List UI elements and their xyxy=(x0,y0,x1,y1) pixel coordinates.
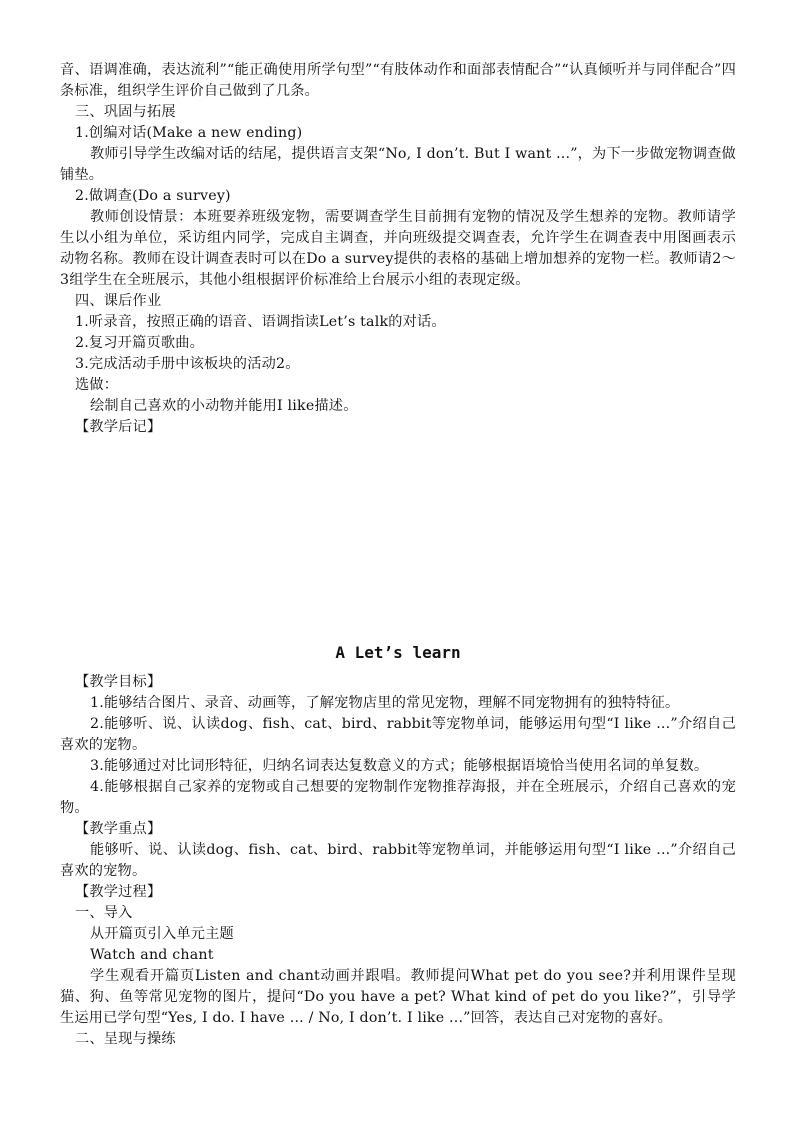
blank-space xyxy=(60,438,736,642)
goal-1: 1.能够结合图片、录音、动画等，了解宠物店里的常见宠物，理解不同宠物拥有的独特特征。 xyxy=(90,695,680,711)
paragraph-new-ending: 教师引导学生改编对话的结尾，提供语言支架“No, I don’t. But I want ...”，为下一步做宠物调查做铺垫。 xyxy=(60,146,736,183)
heading-lead-in: 一、导入 xyxy=(75,905,133,921)
subheading-new-ending: 1.创编对话(Make a new ending) xyxy=(75,125,303,141)
homework-item-3: 3.完成活动手册中该板块的活动2。 xyxy=(75,356,300,372)
lesson-title: A Let’s learn xyxy=(335,643,461,662)
optional-label: 选做： xyxy=(75,377,119,393)
watch-and-chant: Watch and chant xyxy=(90,947,214,963)
goal-3: 3.能够通过对比词形特征，归纳名词表达复数意义的方式；能够根据语境恰当使用名词的单复数。 xyxy=(90,758,709,774)
paragraph-lead-in: 学生观看开篇页Listen and chant动画并跟唱。教师提问What pet do you see?并利用课件呈现猫、狗、鱼等常见宠物的图片，提问“Do you have a pet? What kind of pet do you like?”，引导学生运用已学句型“Yes, I do. I have ... / No, I don’t. I like ...”回答，表达自己对宠物的喜好。 xyxy=(60,968,736,1026)
heading-process: 【教学过程】 xyxy=(75,884,162,900)
goal-4: 4.能够根据自己家养的宠物或自己想要的宠物制作宠物推荐海报，并在全班展示，介绍自己喜欢的宠物。 xyxy=(60,779,736,816)
paragraph-evaluation: 音、语调准确，表达流利”“能正确使用所学句型”“有肢体动作和面部表情配合”“认真倾听并与同伴配合”四条标准，组织学生评价自己做到了几条。 xyxy=(60,62,736,99)
homework-item-1: 1.听录音，按照正确的语音、语调指读Let’s talk的对话。 xyxy=(75,314,446,330)
document-page xyxy=(60,60,736,1050)
heading-consolidation: 三、巩固与拓展 xyxy=(75,104,176,120)
afterword-heading: 【教学后记】 xyxy=(75,419,162,435)
optional-task: 绘制自己喜欢的小动物并能用I like描述。 xyxy=(90,398,358,414)
subheading-survey: 2.做调查(Do a survey) xyxy=(75,188,231,204)
heading-homework: 四、课后作业 xyxy=(75,293,162,309)
heading-goals: 【教学目标】 xyxy=(75,674,162,690)
paragraph-survey: 教师创设情景：本班要养班级宠物，需要调查学生目前拥有宠物的情况及学生想养的宠物。教师请学生以小组为单位，采访组内同学，完成自主调查，并向班级提交调查表，允许学生在调查表中用图画表示动物名称。教师在设计调查表时可以在Do a survey提供的表格的基础上增加想养的宠物一栏。教师请2～3组学生在全班展示，其他小组根据评价标准给上台展示小组的表现定级。 xyxy=(60,209,736,288)
key-points: 能够听、说、认读dog、fish、cat、bird、rabbit等宠物单词，并能够运用句型“I like ...”介绍自己喜欢的宠物。 xyxy=(60,842,736,879)
lead-in-topic: 从开篇页引入单元主题 xyxy=(90,926,234,942)
heading-key-points: 【教学重点】 xyxy=(75,821,162,837)
goal-2: 2.能够听、说、认读dog、fish、cat、bird、rabbit等宠物单词，能够运用句型“I like ...”介绍自己喜欢的宠物。 xyxy=(60,716,736,753)
heading-presentation: 二、呈现与操练 xyxy=(75,1031,176,1047)
homework-item-2: 2.复习开篇页歌曲。 xyxy=(75,335,205,351)
